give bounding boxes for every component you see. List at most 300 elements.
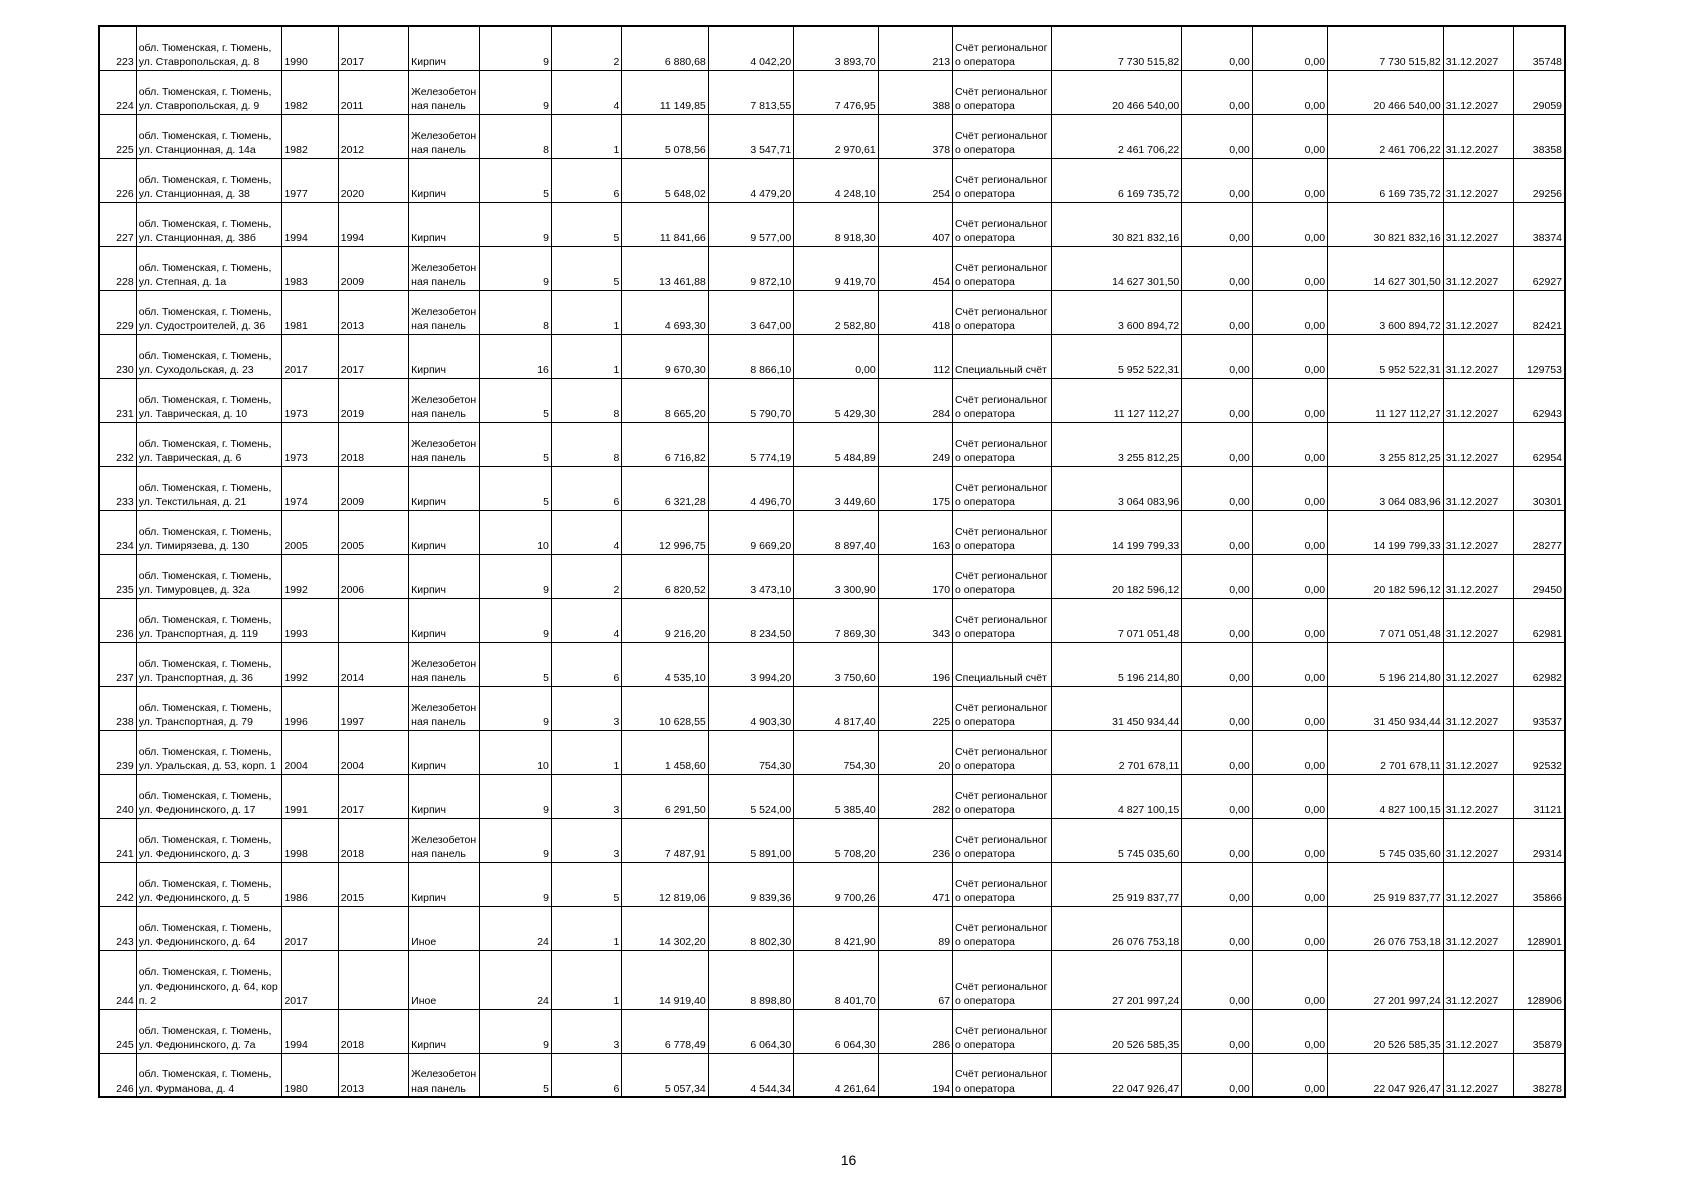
cell-residents: 407 — [878, 202, 952, 246]
cell-living-area: 8 234,50 — [708, 598, 793, 642]
cell-wall-material: Кирпич — [409, 1009, 479, 1053]
cell-floors: 16 — [479, 334, 551, 378]
cell-year-renovated: 2017 — [338, 26, 408, 70]
cell-completion-date: 31.12.2027 — [1443, 290, 1513, 334]
cell-year-renovated: 2018 — [338, 422, 408, 466]
cell-owner-funds: 20 182 596,12 — [1328, 554, 1444, 598]
cell-wall-material: Кирпич — [409, 334, 479, 378]
cell-residents: 388 — [878, 70, 952, 114]
cell-row-number: 228 — [99, 246, 136, 290]
cell-house-id: 92532 — [1514, 730, 1565, 774]
cell-regional-funds: 0,00 — [1252, 202, 1327, 246]
cell-account-type: Счёт регионального оператора — [953, 466, 1052, 510]
cell-entrances: 5 — [551, 862, 621, 906]
cell-completion-date: 31.12.2027 — [1443, 686, 1513, 730]
cell-year-built: 1996 — [282, 686, 338, 730]
cell-living-area: 4 479,20 — [708, 158, 793, 202]
table-row — [99, 114, 1565, 158]
cell-address: обл. Тюменская, г. Тюмень, ул. Транспортная, д. 79 — [136, 686, 282, 730]
cell-year-built: 1994 — [282, 1009, 338, 1053]
cell-regional-funds: 0,00 — [1252, 26, 1327, 70]
cell-federal-funds: 0,00 — [1182, 510, 1252, 554]
cell-residential-area: 8 918,30 — [794, 202, 878, 246]
cell-completion-date: 31.12.2027 — [1443, 950, 1513, 1009]
cell-regional-funds: 0,00 — [1252, 686, 1327, 730]
cell-year-built: 1998 — [282, 818, 338, 862]
cell-total-cost: 30 821 832,16 — [1051, 202, 1182, 246]
cell-account-type: Счёт регионального оператора — [953, 202, 1052, 246]
cell-year-renovated: 2006 — [338, 554, 408, 598]
cell-owner-funds: 2 461 706,22 — [1328, 114, 1444, 158]
table-row — [99, 510, 1565, 554]
cell-entrances: 6 — [551, 158, 621, 202]
cell-row-number: 229 — [99, 290, 136, 334]
cell-residential-area: 3 449,60 — [794, 466, 878, 510]
cell-owner-funds: 6 169 735,72 — [1328, 158, 1444, 202]
cell-completion-date: 31.12.2027 — [1443, 202, 1513, 246]
cell-residents: 284 — [878, 378, 952, 422]
cell-total-area: 7 487,91 — [622, 818, 708, 862]
cell-federal-funds: 0,00 — [1182, 774, 1252, 818]
cell-total-area: 11 841,66 — [622, 202, 708, 246]
cell-residential-area: 6 064,30 — [794, 1009, 878, 1053]
cell-entrances: 6 — [551, 1053, 621, 1097]
cell-year-built: 1973 — [282, 378, 338, 422]
cell-wall-material: Кирпич — [409, 598, 479, 642]
cell-owner-funds: 5 745 035,60 — [1328, 818, 1444, 862]
table-row — [99, 862, 1565, 906]
cell-regional-funds: 0,00 — [1252, 774, 1327, 818]
cell-year-renovated: 2005 — [338, 510, 408, 554]
cell-entrances: 3 — [551, 774, 621, 818]
cell-residential-area: 3 750,60 — [794, 642, 878, 686]
cell-residents: 196 — [878, 642, 952, 686]
housing-register-table — [98, 25, 1566, 1098]
table-row — [99, 378, 1565, 422]
cell-floors: 9 — [479, 686, 551, 730]
cell-living-area: 8 802,30 — [708, 906, 793, 950]
cell-residents: 471 — [878, 862, 952, 906]
cell-total-area: 6 716,82 — [622, 422, 708, 466]
cell-completion-date: 31.12.2027 — [1443, 1053, 1513, 1097]
table-row — [99, 466, 1565, 510]
table-row — [99, 1053, 1565, 1097]
cell-owner-funds: 14 199 799,33 — [1328, 510, 1444, 554]
cell-house-id: 29059 — [1514, 70, 1565, 114]
table-row — [99, 1009, 1565, 1053]
table-row — [99, 598, 1565, 642]
cell-entrances: 3 — [551, 1009, 621, 1053]
cell-total-area: 10 628,55 — [622, 686, 708, 730]
cell-address: обл. Тюменская, г. Тюмень, ул. Тимирязева, д. 130 — [136, 510, 282, 554]
cell-residents: 67 — [878, 950, 952, 1009]
cell-total-cost: 2 461 706,22 — [1051, 114, 1182, 158]
cell-total-area: 6 321,28 — [622, 466, 708, 510]
cell-year-renovated: 2013 — [338, 290, 408, 334]
cell-account-type: Счёт регионального оператора — [953, 510, 1052, 554]
cell-year-built: 1974 — [282, 466, 338, 510]
cell-regional-funds: 0,00 — [1252, 818, 1327, 862]
cell-residential-area: 8 421,90 — [794, 906, 878, 950]
cell-floors: 10 — [479, 510, 551, 554]
cell-federal-funds: 0,00 — [1182, 70, 1252, 114]
cell-address: обл. Тюменская, г. Тюмень, ул. Фурманова, д. 4 — [136, 1053, 282, 1097]
cell-wall-material: Железобетонная панель — [409, 70, 479, 114]
cell-total-cost: 27 201 997,24 — [1051, 950, 1182, 1009]
cell-row-number: 239 — [99, 730, 136, 774]
cell-row-number: 235 — [99, 554, 136, 598]
cell-house-id: 82421 — [1514, 290, 1565, 334]
cell-account-type: Счёт регионального оператора — [953, 246, 1052, 290]
cell-floors: 9 — [479, 554, 551, 598]
cell-year-built: 1993 — [282, 598, 338, 642]
cell-residential-area: 0,00 — [794, 334, 878, 378]
cell-address: обл. Тюменская, г. Тюмень, ул. Ставропольская, д. 9 — [136, 70, 282, 114]
cell-total-area: 13 461,88 — [622, 246, 708, 290]
cell-floors: 9 — [479, 1009, 551, 1053]
cell-residents: 286 — [878, 1009, 952, 1053]
cell-federal-funds: 0,00 — [1182, 906, 1252, 950]
cell-year-built: 1990 — [282, 26, 338, 70]
cell-total-cost: 20 466 540,00 — [1051, 70, 1182, 114]
cell-living-area: 9 872,10 — [708, 246, 793, 290]
cell-year-renovated — [338, 906, 408, 950]
cell-account-type: Счёт регионального оператора — [953, 730, 1052, 774]
cell-owner-funds: 27 201 997,24 — [1328, 950, 1444, 1009]
cell-total-area: 12 996,75 — [622, 510, 708, 554]
cell-account-type: Счёт регионального оператора — [953, 290, 1052, 334]
cell-federal-funds: 0,00 — [1182, 158, 1252, 202]
cell-residential-area: 8 401,70 — [794, 950, 878, 1009]
cell-account-type: Счёт регионального оператора — [953, 26, 1052, 70]
cell-residents: 249 — [878, 422, 952, 466]
cell-residential-area: 754,30 — [794, 730, 878, 774]
cell-federal-funds: 0,00 — [1182, 114, 1252, 158]
cell-row-number: 246 — [99, 1053, 136, 1097]
cell-row-number: 233 — [99, 466, 136, 510]
cell-year-renovated: 2019 — [338, 378, 408, 422]
cell-federal-funds: 0,00 — [1182, 246, 1252, 290]
cell-total-cost: 11 127 112,27 — [1051, 378, 1182, 422]
cell-year-built: 1982 — [282, 114, 338, 158]
cell-floors: 9 — [479, 70, 551, 114]
cell-year-built: 1992 — [282, 554, 338, 598]
cell-residential-area: 2 970,61 — [794, 114, 878, 158]
cell-row-number: 244 — [99, 950, 136, 1009]
cell-floors: 9 — [479, 202, 551, 246]
cell-entrances: 5 — [551, 202, 621, 246]
cell-regional-funds: 0,00 — [1252, 1009, 1327, 1053]
cell-row-number: 245 — [99, 1009, 136, 1053]
cell-residential-area: 9 700,26 — [794, 862, 878, 906]
cell-federal-funds: 0,00 — [1182, 1009, 1252, 1053]
cell-house-id: 35748 — [1514, 26, 1565, 70]
cell-owner-funds: 3 600 894,72 — [1328, 290, 1444, 334]
cell-living-area: 3 647,00 — [708, 290, 793, 334]
cell-address: обл. Тюменская, г. Тюмень, ул. Тимуровцев, д. 32а — [136, 554, 282, 598]
cell-living-area: 7 813,55 — [708, 70, 793, 114]
cell-completion-date: 31.12.2027 — [1443, 422, 1513, 466]
cell-account-type: Счёт регионального оператора — [953, 598, 1052, 642]
cell-address: обл. Тюменская, г. Тюмень, ул. Федюнинского, д. 3 — [136, 818, 282, 862]
cell-year-renovated: 2020 — [338, 158, 408, 202]
cell-completion-date: 31.12.2027 — [1443, 334, 1513, 378]
cell-regional-funds: 0,00 — [1252, 862, 1327, 906]
cell-year-renovated: 2014 — [338, 642, 408, 686]
cell-address: обл. Тюменская, г. Тюмень, ул. Текстильная, д. 21 — [136, 466, 282, 510]
cell-year-renovated: 2017 — [338, 774, 408, 818]
cell-wall-material: Железобетонная панель — [409, 290, 479, 334]
cell-regional-funds: 0,00 — [1252, 510, 1327, 554]
cell-wall-material: Кирпич — [409, 510, 479, 554]
cell-residents: 225 — [878, 686, 952, 730]
cell-year-built: 1977 — [282, 158, 338, 202]
cell-federal-funds: 0,00 — [1182, 686, 1252, 730]
cell-row-number: 224 — [99, 70, 136, 114]
cell-house-id: 62982 — [1514, 642, 1565, 686]
cell-year-renovated: 2009 — [338, 466, 408, 510]
cell-row-number: 236 — [99, 598, 136, 642]
cell-owner-funds: 5 952 522,31 — [1328, 334, 1444, 378]
cell-row-number: 223 — [99, 26, 136, 70]
cell-residents: 170 — [878, 554, 952, 598]
cell-owner-funds: 14 627 301,50 — [1328, 246, 1444, 290]
cell-entrances: 6 — [551, 466, 621, 510]
table-row — [99, 158, 1565, 202]
cell-year-built: 2017 — [282, 906, 338, 950]
cell-regional-funds: 0,00 — [1252, 246, 1327, 290]
cell-house-id: 38278 — [1514, 1053, 1565, 1097]
cell-federal-funds: 0,00 — [1182, 26, 1252, 70]
cell-regional-funds: 0,00 — [1252, 950, 1327, 1009]
cell-floors: 9 — [479, 862, 551, 906]
cell-regional-funds: 0,00 — [1252, 554, 1327, 598]
cell-completion-date: 31.12.2027 — [1443, 510, 1513, 554]
cell-wall-material: Иное — [409, 906, 479, 950]
cell-federal-funds: 0,00 — [1182, 378, 1252, 422]
cell-year-built: 1994 — [282, 202, 338, 246]
cell-residents: 418 — [878, 290, 952, 334]
cell-house-id: 28277 — [1514, 510, 1565, 554]
cell-completion-date: 31.12.2027 — [1443, 1009, 1513, 1053]
cell-federal-funds: 0,00 — [1182, 290, 1252, 334]
table-row — [99, 774, 1565, 818]
cell-residential-area: 2 582,80 — [794, 290, 878, 334]
table-row — [99, 906, 1565, 950]
cell-entrances: 1 — [551, 730, 621, 774]
cell-total-cost: 6 169 735,72 — [1051, 158, 1182, 202]
cell-total-area: 11 149,85 — [622, 70, 708, 114]
cell-address: обл. Тюменская, г. Тюмень, ул. Суходольская, д. 23 — [136, 334, 282, 378]
cell-residential-area: 4 817,40 — [794, 686, 878, 730]
cell-owner-funds: 3 064 083,96 — [1328, 466, 1444, 510]
cell-completion-date: 31.12.2027 — [1443, 70, 1513, 114]
cell-house-id: 31121 — [1514, 774, 1565, 818]
table-row — [99, 642, 1565, 686]
cell-completion-date: 31.12.2027 — [1443, 862, 1513, 906]
cell-floors: 9 — [479, 598, 551, 642]
table-row — [99, 334, 1565, 378]
cell-wall-material: Железобетонная панель — [409, 422, 479, 466]
cell-floors: 9 — [479, 246, 551, 290]
table-row — [99, 730, 1565, 774]
cell-living-area: 5 524,00 — [708, 774, 793, 818]
cell-regional-funds: 0,00 — [1252, 1053, 1327, 1097]
table-body — [99, 26, 1565, 1097]
cell-address: обл. Тюменская, г. Тюмень, ул. Федюнинского, д. 64 — [136, 906, 282, 950]
cell-federal-funds: 0,00 — [1182, 642, 1252, 686]
cell-completion-date: 31.12.2027 — [1443, 818, 1513, 862]
cell-row-number: 227 — [99, 202, 136, 246]
cell-federal-funds: 0,00 — [1182, 862, 1252, 906]
cell-year-built: 1986 — [282, 862, 338, 906]
cell-total-area: 4 535,10 — [622, 642, 708, 686]
cell-regional-funds: 0,00 — [1252, 598, 1327, 642]
cell-floors: 8 — [479, 290, 551, 334]
cell-account-type: Счёт регионального оператора — [953, 686, 1052, 730]
cell-total-area: 14 919,40 — [622, 950, 708, 1009]
cell-floors: 9 — [479, 774, 551, 818]
cell-residents: 213 — [878, 26, 952, 70]
cell-account-type: Счёт регионального оператора — [953, 378, 1052, 422]
cell-address: обл. Тюменская, г. Тюмень, ул. Транспортная, д. 119 — [136, 598, 282, 642]
cell-entrances: 5 — [551, 246, 621, 290]
cell-total-area: 1 458,60 — [622, 730, 708, 774]
cell-living-area: 5 774,19 — [708, 422, 793, 466]
cell-entrances: 3 — [551, 818, 621, 862]
cell-account-type: Счёт регионального оператора — [953, 774, 1052, 818]
cell-federal-funds: 0,00 — [1182, 466, 1252, 510]
cell-residential-area: 5 484,89 — [794, 422, 878, 466]
cell-regional-funds: 0,00 — [1252, 290, 1327, 334]
cell-wall-material: Кирпич — [409, 862, 479, 906]
cell-house-id: 128901 — [1514, 906, 1565, 950]
cell-entrances: 4 — [551, 510, 621, 554]
cell-account-type: Счёт регионального оператора — [953, 1009, 1052, 1053]
cell-federal-funds: 0,00 — [1182, 730, 1252, 774]
table-row — [99, 246, 1565, 290]
cell-floors: 5 — [479, 158, 551, 202]
cell-owner-funds: 7 071 051,48 — [1328, 598, 1444, 642]
cell-wall-material: Железобетонная панель — [409, 114, 479, 158]
cell-floors: 5 — [479, 1053, 551, 1097]
table-row — [99, 202, 1565, 246]
cell-total-area: 6 820,52 — [622, 554, 708, 598]
cell-entrances: 4 — [551, 598, 621, 642]
cell-federal-funds: 0,00 — [1182, 1053, 1252, 1097]
cell-regional-funds: 0,00 — [1252, 422, 1327, 466]
cell-completion-date: 31.12.2027 — [1443, 378, 1513, 422]
cell-house-id: 29256 — [1514, 158, 1565, 202]
cell-address: обл. Тюменская, г. Тюмень, ул. Судостроителей, д. 36 — [136, 290, 282, 334]
cell-owner-funds: 2 701 678,11 — [1328, 730, 1444, 774]
cell-house-id: 62943 — [1514, 378, 1565, 422]
cell-completion-date: 31.12.2027 — [1443, 246, 1513, 290]
cell-entrances: 2 — [551, 26, 621, 70]
cell-residents: 236 — [878, 818, 952, 862]
cell-floors: 24 — [479, 950, 551, 1009]
cell-row-number: 240 — [99, 774, 136, 818]
cell-floors: 9 — [479, 818, 551, 862]
cell-year-built: 2017 — [282, 334, 338, 378]
cell-row-number: 238 — [99, 686, 136, 730]
cell-regional-funds: 0,00 — [1252, 70, 1327, 114]
cell-address: обл. Тюменская, г. Тюмень, ул. Федюнинского, д. 5 — [136, 862, 282, 906]
cell-address: обл. Тюменская, г. Тюмень, ул. Федюнинского, д. 64, корп. 2 — [136, 950, 282, 1009]
cell-total-area: 5 648,02 — [622, 158, 708, 202]
cell-year-built: 1983 — [282, 246, 338, 290]
cell-year-renovated: 2015 — [338, 862, 408, 906]
cell-year-renovated: 1994 — [338, 202, 408, 246]
cell-total-cost: 7 071 051,48 — [1051, 598, 1182, 642]
cell-owner-funds: 5 196 214,80 — [1328, 642, 1444, 686]
cell-row-number: 242 — [99, 862, 136, 906]
cell-regional-funds: 0,00 — [1252, 334, 1327, 378]
cell-living-area: 4 544,34 — [708, 1053, 793, 1097]
cell-row-number: 232 — [99, 422, 136, 466]
cell-account-type: Счёт регионального оператора — [953, 554, 1052, 598]
cell-account-type: Счёт регионального оператора — [953, 862, 1052, 906]
cell-owner-funds: 30 821 832,16 — [1328, 202, 1444, 246]
cell-living-area: 5 891,00 — [708, 818, 793, 862]
cell-house-id: 62954 — [1514, 422, 1565, 466]
cell-residential-area: 3 893,70 — [794, 26, 878, 70]
cell-regional-funds: 0,00 — [1252, 730, 1327, 774]
cell-residents: 282 — [878, 774, 952, 818]
cell-year-renovated — [338, 950, 408, 1009]
cell-total-area: 6 778,49 — [622, 1009, 708, 1053]
cell-address: обл. Тюменская, г. Тюмень, ул. Степная, д. 1а — [136, 246, 282, 290]
cell-row-number: 237 — [99, 642, 136, 686]
cell-owner-funds: 22 047 926,47 — [1328, 1053, 1444, 1097]
cell-wall-material: Железобетонная панель — [409, 818, 479, 862]
cell-entrances: 1 — [551, 950, 621, 1009]
cell-entrances: 2 — [551, 554, 621, 598]
cell-total-area: 4 693,30 — [622, 290, 708, 334]
cell-wall-material: Кирпич — [409, 158, 479, 202]
cell-year-renovated: 2018 — [338, 818, 408, 862]
cell-living-area: 9 839,36 — [708, 862, 793, 906]
cell-year-built: 1982 — [282, 70, 338, 114]
cell-completion-date: 31.12.2027 — [1443, 730, 1513, 774]
cell-residents: 175 — [878, 466, 952, 510]
cell-completion-date: 31.12.2027 — [1443, 554, 1513, 598]
cell-row-number: 231 — [99, 378, 136, 422]
cell-total-area: 5 078,56 — [622, 114, 708, 158]
cell-account-type: Счёт регионального оператора — [953, 950, 1052, 1009]
cell-year-built: 2004 — [282, 730, 338, 774]
page-number: 16 — [840, 1152, 857, 1168]
cell-residents: 194 — [878, 1053, 952, 1097]
cell-regional-funds: 0,00 — [1252, 114, 1327, 158]
cell-residential-area: 8 897,40 — [794, 510, 878, 554]
cell-total-cost: 4 827 100,15 — [1051, 774, 1182, 818]
table-row — [99, 818, 1565, 862]
cell-residential-area: 7 869,30 — [794, 598, 878, 642]
cell-living-area: 4 903,30 — [708, 686, 793, 730]
cell-entrances: 1 — [551, 906, 621, 950]
cell-total-cost: 2 701 678,11 — [1051, 730, 1182, 774]
table-row — [99, 554, 1565, 598]
cell-total-cost: 14 199 799,33 — [1051, 510, 1182, 554]
cell-entrances: 1 — [551, 334, 621, 378]
cell-residents: 343 — [878, 598, 952, 642]
cell-regional-funds: 0,00 — [1252, 642, 1327, 686]
cell-total-cost: 20 526 585,35 — [1051, 1009, 1182, 1053]
cell-year-built: 1991 — [282, 774, 338, 818]
cell-total-cost: 3 600 894,72 — [1051, 290, 1182, 334]
cell-regional-funds: 0,00 — [1252, 158, 1327, 202]
